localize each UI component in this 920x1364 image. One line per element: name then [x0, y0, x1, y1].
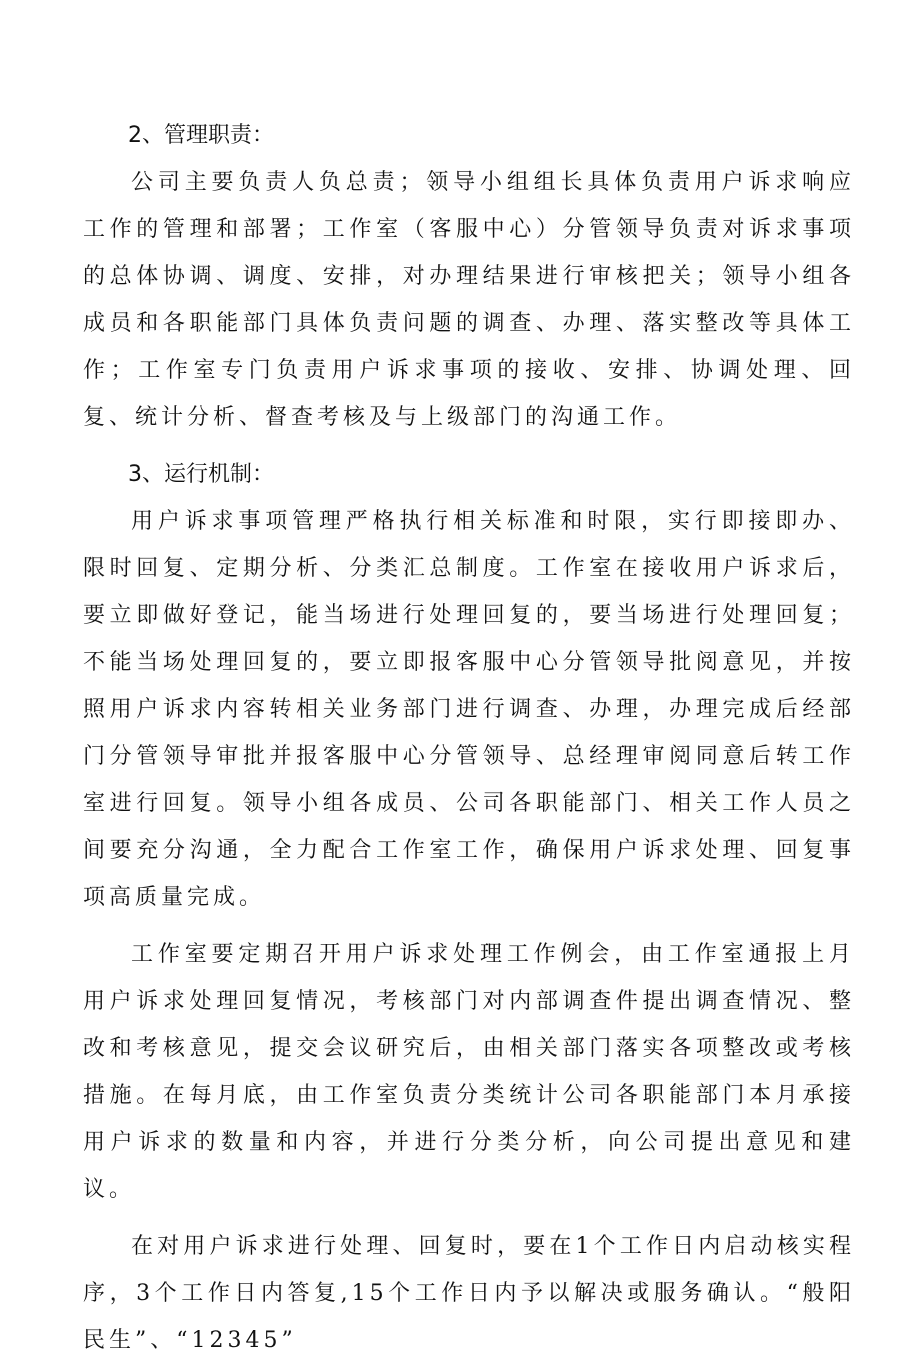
section-heading-operating-mechanism: 3、运行机制：	[128, 462, 274, 487]
section-heading-management-duties: 2、管理职责：	[128, 123, 274, 148]
paragraph-spacer	[83, 1213, 855, 1223]
paragraph-spacer	[83, 921, 855, 931]
paragraph-operating-mechanism-3: 在对用户诉求进行处理、回复时，要在1个工作日内启动核实程序，3个工作日内答复,15个工作日内予以解决或服务确认。“般阳民生”、“12345”	[83, 1234, 855, 1353]
paragraph-operating-mechanism-1: 用户诉求事项管理严格执行相关标准和时限，实行即接即办、限时回复、定期分析、分类汇总制度。工作室在接收用户诉求后，要立即做好登记，能当场进行处理回复的，要当场进行处理回复；不能当场处理回复的，要立即报客服中心分管领导批阅意见，并按照用户诉求内容转相关业务部门进行调查、办理，办理完成后经部门分管领导审批并报客服中心分管领导、总经理审阅同意后转工作室进行回复。领导小组各成员、公司各职能部门、相关工作人员之间要充分沟通，全力配合工作室工作，确保用户诉求处理、回复事项高质量完成。	[83, 509, 855, 910]
document-body	[83, 112, 855, 1364]
section-spacer	[83, 441, 855, 451]
paragraph-management-duties: 公司主要负责人负总责；领导小组组长具体负责用户诉求响应工作的管理和部署；工作室（客服中心）分管领导负责对诉求事项的总体协调、调度、安排，对办理结果进行审核把关；领导小组各成员和各职能部门具体负责问题的调查、办理、落实整改等具体工作；工作室专门负责用户诉求事项的接收、安排、协调处理、回复、统计分析、督查考核及与上级部门的沟通工作。	[83, 170, 855, 430]
paragraph-operating-mechanism-2: 工作室要定期召开用户诉求处理工作例会，由工作室通报上月用户诉求处理回复情况，考核部门对内部调查件提出调查情况、整改和考核意见，提交会议研究后，由相关部门落实各项整改或考核措施。在每月底，由工作室负责分类统计公司各职能部门本月承接用户诉求的数量和内容，并进行分类分析，向公司提出意见和建议。	[83, 942, 855, 1202]
